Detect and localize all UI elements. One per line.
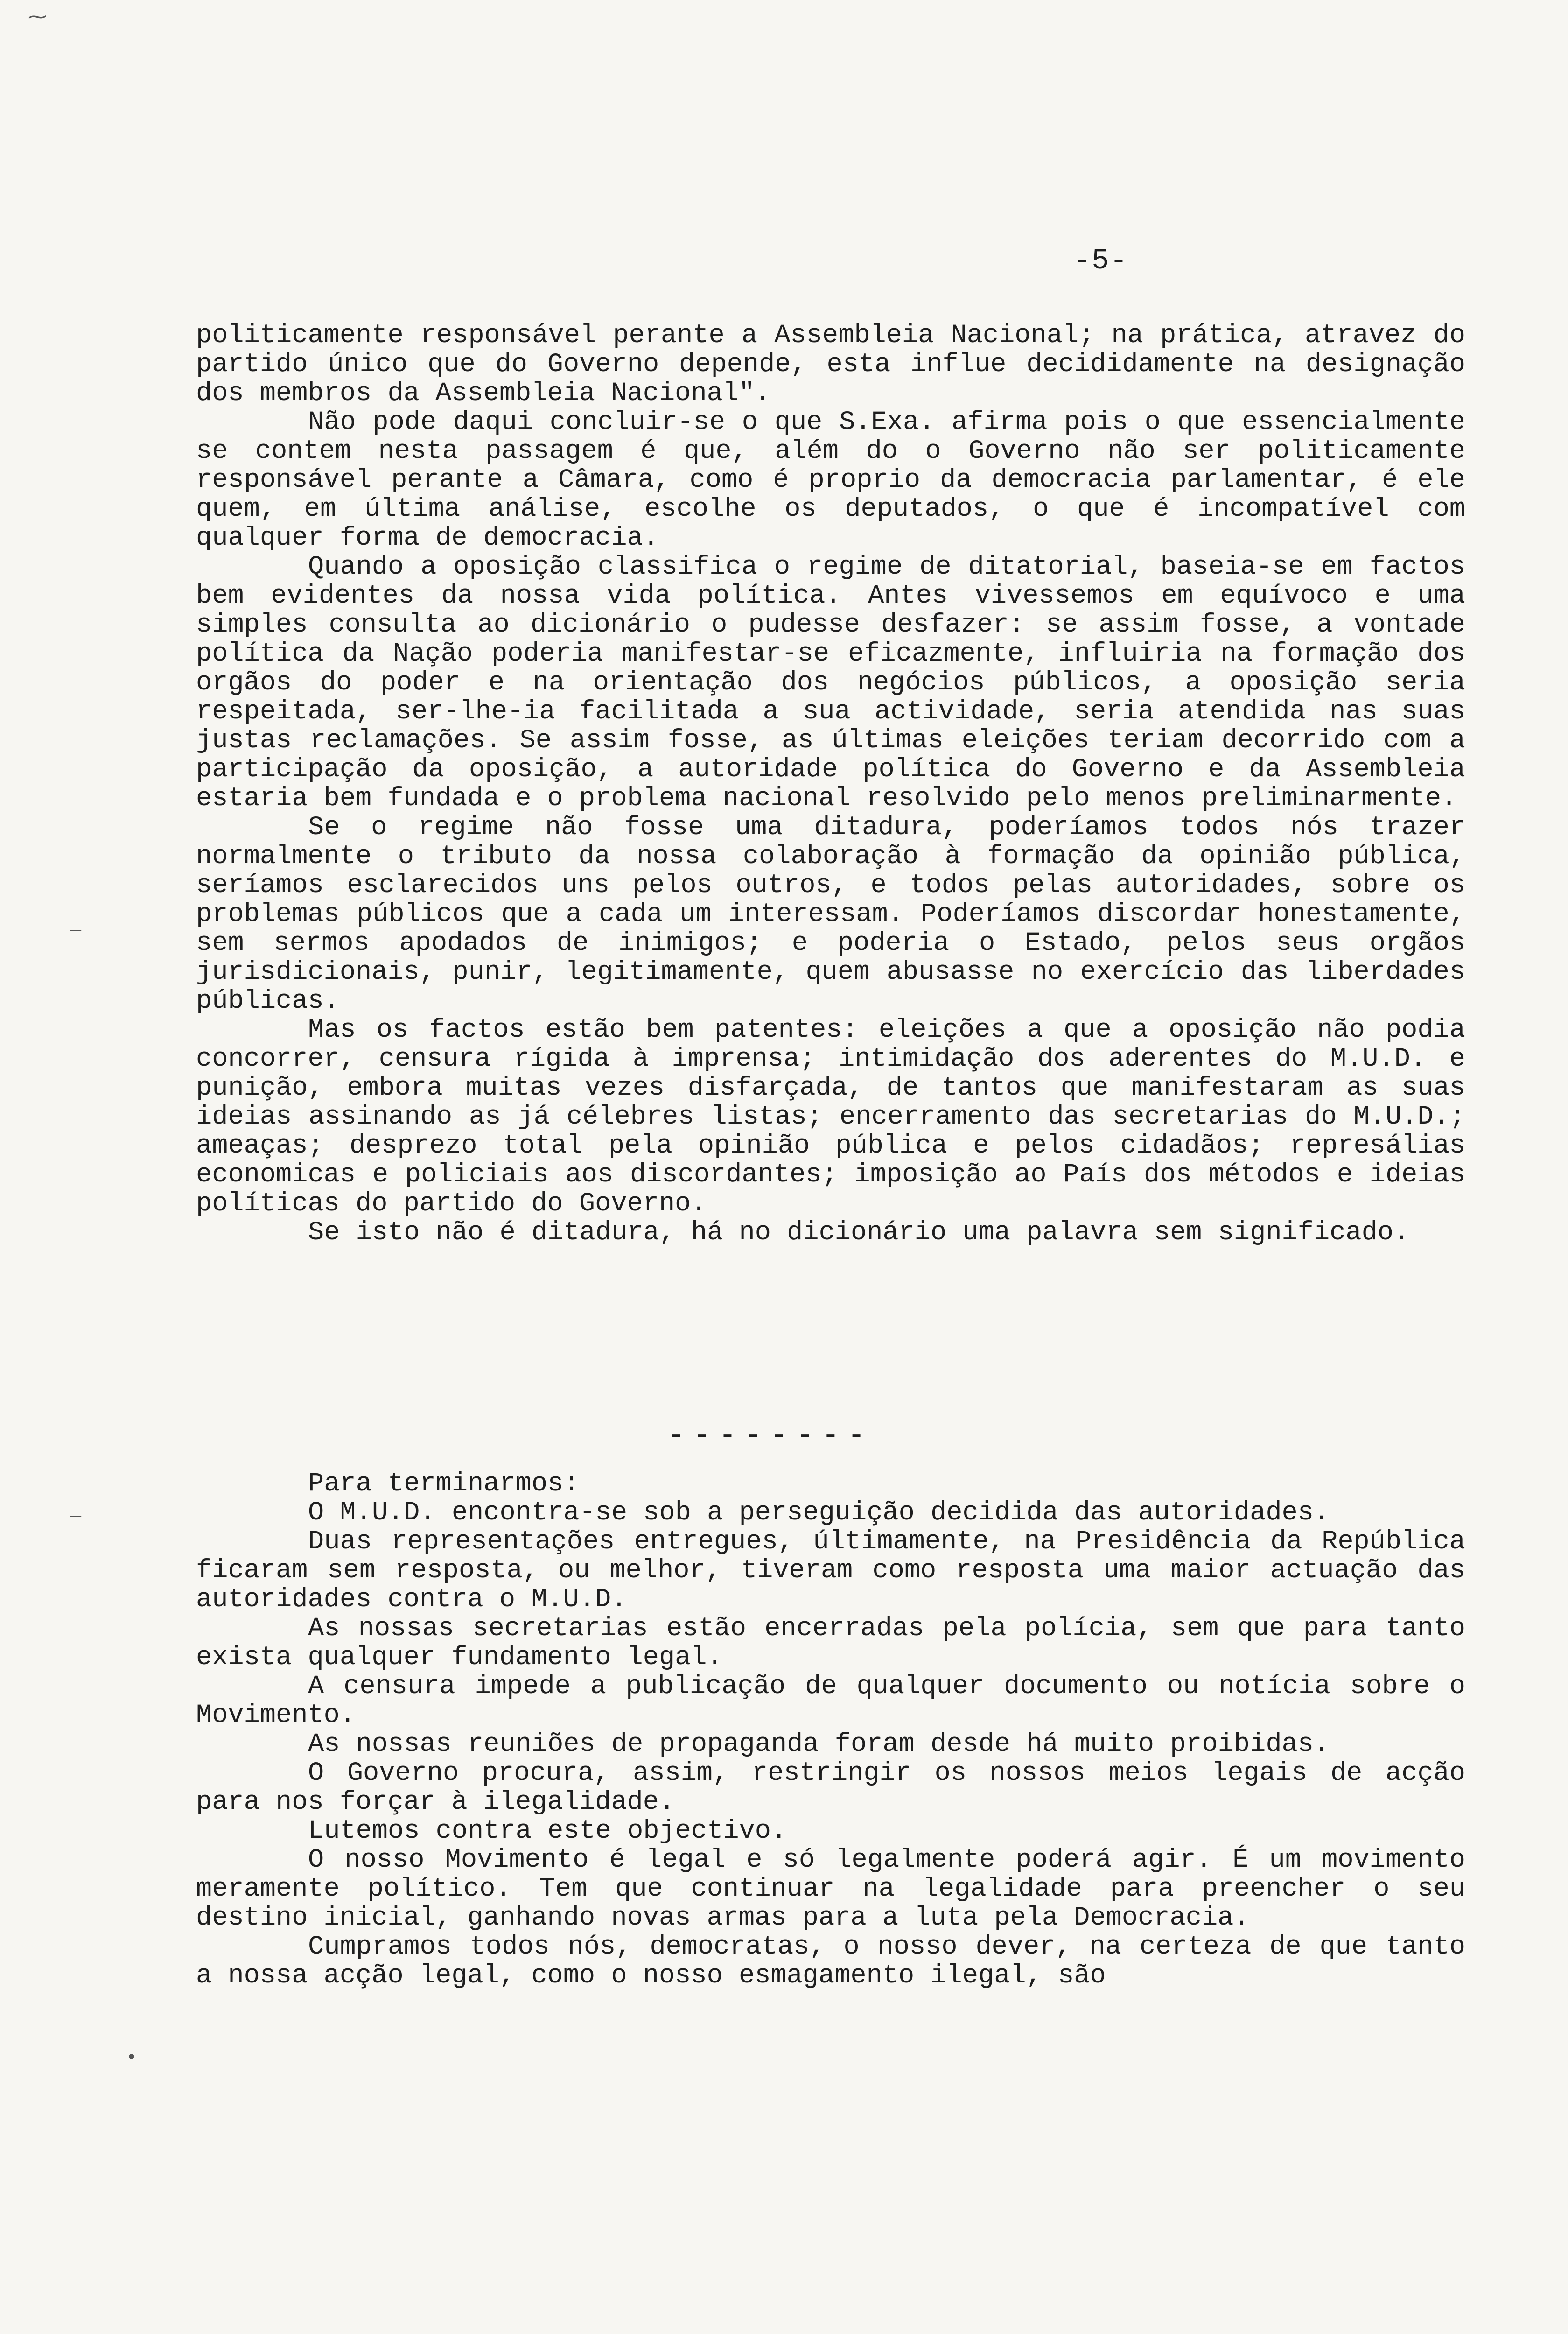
paragraph: As nossas secretarias estão encerradas pela polícia, sem que para tanto exista qualquer fundamento legal. (196, 1614, 1465, 1673)
main-text-block (196, 321, 1465, 1247)
paragraph: A censura impede a publicação de qualquer documento ou notícia sobre o Movimento. (196, 1672, 1465, 1730)
paragraph: Quando a oposição classifica o regime de ditatorial, baseia-se em factos bem evidentes da nossa vida política. Antes vivessemos em equívoco e uma simples consulta ao dicionário o pudesse desfazer: se assim fosse, a vontade política da Nação poderia manifestar-se eficazmente, influiria na formação dos orgãos do poder e na orientação dos negócios públicos, a oposição seria respeitada, ser-lhe-ia facilitada a sua actividade, seria atendida nas suas justas reclamações. Se assim fosse, as últimas eleições teriam decorrido com a participação da oposição, a autoridade política do Governo e da Assembleia estaria bem fundada e o problema nacional resolvido pelo menos preliminarmente. (196, 552, 1465, 814)
paragraph: Lutemos contra este objectivo. (308, 1816, 787, 1846)
paragraph: Se o regime não fosse uma ditadura, poderíamos todos nós trazer normalmente o tributo da nossa colaboração à formação da opinião pública, seríamos esclarecidos uns pelos outros, e todos pelas autoridades, sobre os problemas públicos que a cada um interessam. Poderíamos discordar honestamente, sem sermos apodados de inimigos; e poderia o Estado, pelos seus orgãos jurisdicionais, punir, legitimamente, quem abusasse no exercício das liberdades públicas. (196, 813, 1465, 1016)
paragraph: O Governo procura, assim, restringir os nossos meios legais de acção para nos forçar à ilegalidade. (196, 1758, 1465, 1817)
margin-dash-mark: — (70, 1506, 82, 1527)
paragraph: Para terminarmos: (308, 1469, 580, 1499)
paragraph: O M.U.D. encontra-se sob a perseguição decidida das autoridades. (308, 1498, 1330, 1528)
paragraph: Mas os factos estão bem patentes: eleições a que a oposição não podia concorrer, censura rígida à imprensa; intimidação dos aderentes do M.U.D. e punição, embora muitas vezes disfarçada, de tantos que manifestaram as suas ideias assinando as já célebres listas; encerramento das secretarias do M.U.D.; ameaças; desprezo total pela opinião pública e pelos cidadãos; represálias economicas e policiais aos discordantes; imposição ao País dos métodos e ideias políticas do partido do Governo. (196, 1015, 1465, 1219)
page-number: -5- (1073, 244, 1128, 277)
paragraph: Duas representações entregues, últimamente, na Presidência da República ficaram sem resposta, ou melhor, tiveram como resposta uma maior actuação das autoridades contra o M.U.D. (196, 1527, 1465, 1615)
paragraph: Cumpramos todos nós, democratas, o nosso dever, na certeza de que tanto a nossa acção legal, como o nosso esmagamento ilegal, são (196, 1932, 1465, 1991)
paragraph: O nosso Movimento é legal e só legalmente poderá agir. É um movimento meramente político. Tem que continuar na legalidade para preencher o seu destino inicial, ganhando novas armas para a luta pela Democracia. (196, 1845, 1465, 1933)
margin-dash-mark: — (70, 921, 82, 942)
closing-text-block (196, 1469, 1465, 1990)
paragraph: As nossas reuniões de propaganda foram desde há muito proibidas. (308, 1729, 1330, 1759)
paragraph: Se isto não é ditadura, há no dicionário uma palavra sem significado. (308, 1218, 1410, 1248)
section-divider: -------- (667, 1419, 874, 1452)
paragraph: Não pode daqui concluir-se o que S.Exa. afirma pois o que essencialmente se contem nesta passagem é que, além do o Governo não ser politicamente responsável perante a Câmara, como é proprio da democracia parlamentar, é ele quem, em última análise, escolhe os deputados, o que é incompatível com qualquer forma de democracia. (196, 408, 1465, 553)
margin-dot-mark: • (126, 2048, 138, 2069)
corner-scribble-mark: ⁓ (28, 8, 47, 29)
paragraph: politicamente responsável perante a Assembleia Nacional; na prática, atravez do partido único que do Governo depende, esta influe decididamente na designação dos membros da Assembleia Nacional". (196, 321, 1465, 408)
